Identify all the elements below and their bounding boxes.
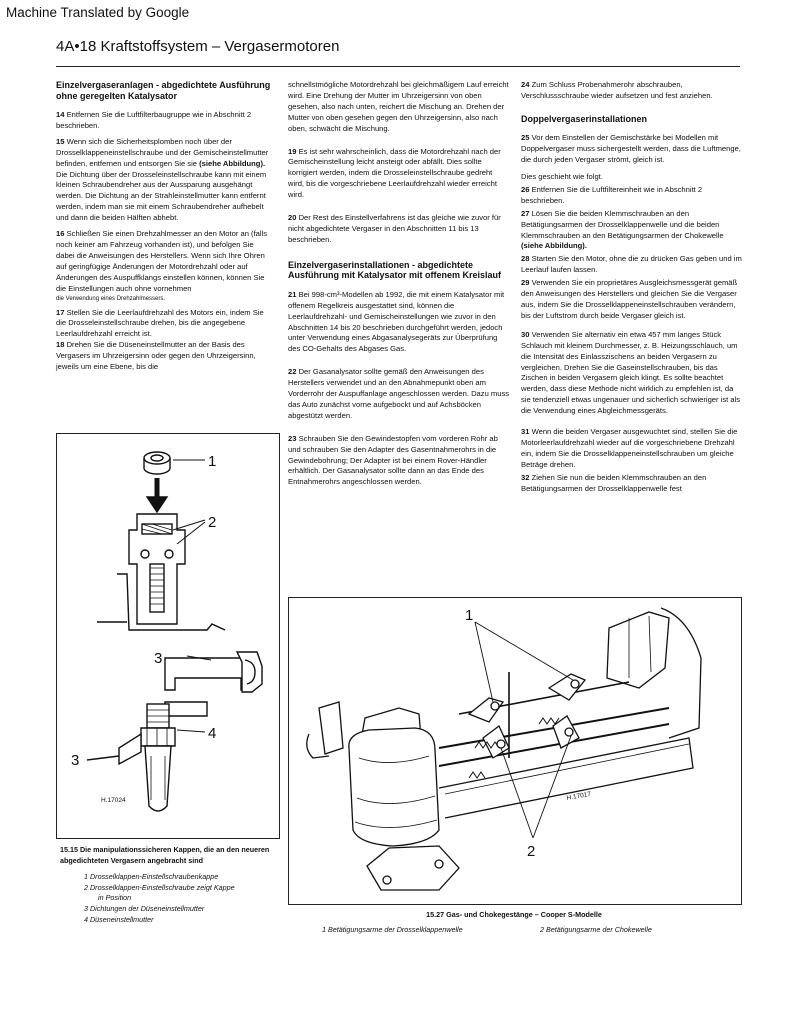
paragraph-18-continued: schnellstmögliche Motordrehzahl bei gleichmäßigem Lauf erreicht wird. Eine Drehung der Mutter im Uhrzeigersinn von oben gesehen, also nach unten, reichert die Mischung an. Drehen der Mutter von oben gesehen gegen den Uhrzeigersinn, also nach oben, schwächt die Mischung. bbox=[288, 80, 509, 133]
paragraph-17 bbox=[56, 308, 274, 341]
fig1-callout-4: 4 bbox=[208, 725, 217, 742]
paragraph-22 bbox=[288, 367, 510, 422]
caption-title: 15.27 Gas- und Chokegestänge – Cooper S-Modelle bbox=[426, 910, 602, 919]
para-number: 23 bbox=[288, 433, 297, 443]
fig2-callout-1: 1 bbox=[465, 607, 474, 624]
caption-item: in Position bbox=[98, 893, 132, 903]
paragraph-19 bbox=[288, 147, 510, 202]
section-heading-1: Einzelvergaseranlagen - abgedichtete Ausführung ohne geregelten Katalysator bbox=[56, 80, 271, 101]
paragraph-20 bbox=[288, 213, 510, 246]
para-text: Ziehen Sie nun die beiden Klemmschrauben an den Betätigungsarmen der Drosselklappenwelle fest bbox=[521, 472, 707, 493]
fig1-callout-2: 2 bbox=[208, 514, 217, 531]
para-number: 19 bbox=[288, 146, 297, 156]
figure-15-27 bbox=[288, 597, 742, 905]
caption-item-2: 2 Betätigungsarme der Chokewelle bbox=[540, 924, 652, 934]
section-heading-2: Einzelvergaserinstallationen - abgedichtete Ausführung mit Katalysator mit offenem Kreislauf bbox=[288, 259, 502, 281]
column-1 bbox=[56, 80, 274, 378]
fig2-callout-2: 2 bbox=[527, 843, 536, 860]
para-text: Die Dichtung über der Drosseleinstellschraube kann mit einem kleinen Schraubendreher aus der Aussparung ausgehängt werden. Die Dichtung an der Strahleinstellmutter kann entfernt werden, indem man sie mit einem Schraubendreher aufhebelt und dann die beiden Hälften abhebt. bbox=[56, 169, 267, 223]
caption-items-row bbox=[288, 925, 740, 937]
para-number: 24 bbox=[521, 80, 530, 89]
paragraph-26 bbox=[521, 185, 743, 207]
para-text: Schrauben Sie den Gewindestopfen vom vorderen Rohr ab und schrauben Sie den Adapter des Gasentnahmerohrs in die Gewindebohrung; Der Adapter ist bei einem Rover-Händler erhältlich. Der Gasanalysator sollte dann an das Ende des Entnahmerohrs angeschlossen werden. bbox=[288, 433, 498, 487]
para-number: 26 bbox=[521, 184, 530, 194]
linkage-illustration bbox=[289, 598, 741, 904]
page-title: 4A•18 Kraftstoffsystem – Vergasermotoren bbox=[56, 38, 340, 55]
paragraph-25 bbox=[521, 133, 743, 166]
paragraph-15 bbox=[56, 137, 274, 224]
paragraph-28 bbox=[521, 254, 743, 276]
section-heading-3: Doppelvergaserinstallationen bbox=[521, 113, 648, 124]
para-text: Der Rest des Einstellverfahrens ist das gleiche wie zuvor für nicht abgedichtete Vergaser in den Abschnitten 11 bis 13 beschrieben. bbox=[288, 213, 501, 244]
figure-15-27-caption bbox=[288, 910, 740, 937]
figure-15-15 bbox=[56, 433, 280, 839]
para-text: Vor dem Einstellen der Gemischstärke bei Modellen mit Doppelvergaser muss sichergestellt werden, dass die Luftmenge, die durch jeden Vergaser strömt, gleich ist. bbox=[521, 133, 741, 165]
paragraph-30 bbox=[521, 330, 743, 417]
para-text: Starten Sie den Motor, ohne die zu drücken Gas geben und im Leerlauf laufen lassen. bbox=[521, 254, 742, 275]
tamperproof-caps-illustration bbox=[57, 434, 279, 838]
figure-reference: (siehe Abbildung). bbox=[199, 158, 266, 168]
para-text: Zum Schluss Probenahmerohr abschrauben, Verschlussschraube wieder aufsetzen und fest anziehen. bbox=[521, 80, 713, 100]
para-text: Wenn die beiden Vergaser ausgewuchtet sind, stellen Sie die Motorleerlaufdrehzahl wieder auf die vorgeschriebene Drehzahl ein, indem Sie die Drosselklappeneinstellschrauben um gleiche Beträge drehen. bbox=[521, 427, 738, 469]
para-text: Verwenden Sie ein proprietäres Ausgleichsmessgerät gemäß den Anweisungen des Herstellers und gleichen Sie die Vergaser aus, indem Sie die Drosselklappeneinstellschrauben verändern, bis der Luftstrom durch beide Vergaser gleich ist. bbox=[521, 278, 738, 320]
caption-title: 15.15 Die manipulationssicheren Kappen, die an den neueren abgedichteten Vergasern angebracht sind bbox=[60, 845, 270, 865]
caption-item-1: 1 Betätigungsarme der Drosselklappenwelle bbox=[322, 924, 463, 934]
para-number: 14 bbox=[56, 110, 65, 119]
paragraph-18 bbox=[56, 340, 274, 373]
paragraph-31 bbox=[521, 427, 743, 471]
para-text: Drehen Sie die Düseneinstellmutter an der Basis des Vergasers im Uhrzeigersinn oder gegen den Uhrzeigersinn, jeweils um eine Ebene, bis die bbox=[56, 340, 256, 372]
para-text: Stellen Sie die Leerlaufdrehzahl des Motors ein, indem Sie die Drosseleinstellschraube drehen, bis die angegebene Leerlaufdrehzahl erreicht ist. bbox=[56, 307, 264, 339]
para-number: 32 bbox=[521, 472, 530, 482]
para-text: Bei 998-cm³-Modellen ab 1992, die mit einem Katalysator mit offenem Regelkreis ausgestattet sind, können die Leerlaufdrehzahl- und Gemischeinstellungen wie zuvor in den Abschnitten 14 bis 20 beschrieben durchgeführt werden, jedoch unter Verwendung eines Abgasanalysegeräts zur Überprüfung des CO-Gehalts des Abgases Gas. bbox=[288, 289, 505, 354]
paragraph-14 bbox=[56, 110, 274, 132]
paragraph-21 bbox=[288, 290, 510, 355]
para-number: 25 bbox=[521, 133, 530, 143]
caption-item: 3 Dichtungen der Düseneinstellmutter bbox=[84, 903, 205, 913]
column-2 bbox=[288, 80, 510, 493]
para-number: 21 bbox=[288, 289, 297, 299]
para-number: 16 bbox=[56, 229, 65, 239]
paragraph-25b: Dies geschieht wie folgt. bbox=[521, 172, 603, 182]
paragraph-27 bbox=[521, 209, 743, 253]
paragraph-32 bbox=[521, 473, 743, 495]
para-number: 22 bbox=[288, 367, 297, 377]
figure-reference: (siehe Abbildung). bbox=[521, 241, 587, 251]
fig1-callout-3a: 3 bbox=[154, 650, 163, 667]
para-number: 27 bbox=[521, 208, 530, 218]
paragraph-23 bbox=[288, 434, 510, 489]
caption-item: 4 Düseneinstellmutter bbox=[84, 914, 154, 924]
para-number: 15 bbox=[56, 136, 65, 146]
fig2-code: H.17017 bbox=[566, 790, 592, 802]
machine-translated-banner: Machine Translated by Google bbox=[6, 5, 190, 20]
paragraph-24 bbox=[521, 80, 743, 102]
para-text: Verwenden Sie alternativ ein etwa 457 mm langes Stück Schlauch mit kleinem Durchmesser, z. B. Heizungsschlauch, um die Intensität des Einlasszischens an beiden Vergasern zu vergleichen. Drehen Sie die Gaseinstellschrauben, bis das Zischen in beiden Vergasern gleich klingt. Es sollte beachtet werden, dass diese Methode nicht wirklich zu empfehlen ist, da sie tendenziell etwas ungenauer und sicherlich schwieriger ist als die Verwendung eines Abgleichmessgeräts. bbox=[521, 329, 741, 416]
header-rule bbox=[56, 66, 740, 67]
para-text: Der Gasanalysator sollte gemäß den Anweisungen des Herstellers verwendet und an den Abnahmepunkt oben am Vorderrohr der Auspuffanlage angeschlossen werden. Dazu muss das Auto zunächst vorne aufgebockt und auf Achsböcken abgestützt werden. bbox=[288, 367, 510, 420]
para-number: 29 bbox=[521, 278, 530, 288]
paragraph-29 bbox=[521, 278, 743, 322]
para-number: 17 bbox=[56, 307, 65, 317]
para-text: Schließen Sie einen Drehzahlmesser an den Motor an (falls noch keiner am Fahrzeug vorhanden ist), und befolgen Sie dabei die Anweisungen des Herstellers. Wenn sich Ihre Ohren auf geringfügige Änderungen der Motordrehzahl oder auf Änderungen des Auspuffklangs einstellen können, können Sie die Einstellungen auch ohne vornehmen bbox=[56, 229, 268, 293]
para-text: Entfernen Sie die Luftfilterbaugruppe wie in Abschnitt 2 beschrieben. bbox=[56, 110, 252, 130]
column-3 bbox=[521, 80, 743, 500]
caption-item: 1 Drosselklappen-Einstellschraubenkappe bbox=[84, 872, 219, 882]
para-number: 18 bbox=[56, 340, 65, 350]
fig1-code: H.17024 bbox=[101, 797, 126, 804]
para-number: 20 bbox=[288, 213, 297, 223]
para-text: Entfernen Sie die Luftfiltereinheit wie in Abschnitt 2 beschrieben. bbox=[521, 184, 703, 205]
para-number: 30 bbox=[521, 329, 530, 339]
figure-15-15-caption bbox=[60, 845, 280, 925]
para-number: 31 bbox=[521, 427, 530, 437]
para-text: Wenn sich die Sicherheitsplomben noch über der Drosselklappeneinstellschraube und der Gemischeinstellmutter befinden, entfernen und entsorgen Sie sie bbox=[56, 136, 269, 168]
caption-item: 2 Drosselklappen-Einstellschraube zeigt Kappe bbox=[84, 882, 235, 892]
fig1-callout-1: 1 bbox=[208, 453, 217, 470]
paragraph-16 bbox=[56, 229, 274, 294]
fig1-callout-3b: 3 bbox=[71, 752, 80, 769]
paragraph-16-small: die Verwendung eines Drehzahlmessers. bbox=[56, 295, 166, 302]
para-number: 28 bbox=[521, 254, 530, 264]
para-text: Es ist sehr wahrscheinlich, dass die Motordrehzahl nach der Gemischeinstellung leicht ansteigt oder abfällt. Dies sollte korrigiert werden, indem die Drosseleinstellschraube gedreht wird, bis die vorgeschriebene Leerlaufdrehzahl wieder erreicht wird. bbox=[288, 146, 501, 200]
para-text: Lösen Sie die beiden Klemmschrauben an den Betätigungsarmen der Drosselklappenwelle und die beiden Klemmschrauben an den Betätigungsarmen der Chokewelle bbox=[521, 208, 724, 240]
